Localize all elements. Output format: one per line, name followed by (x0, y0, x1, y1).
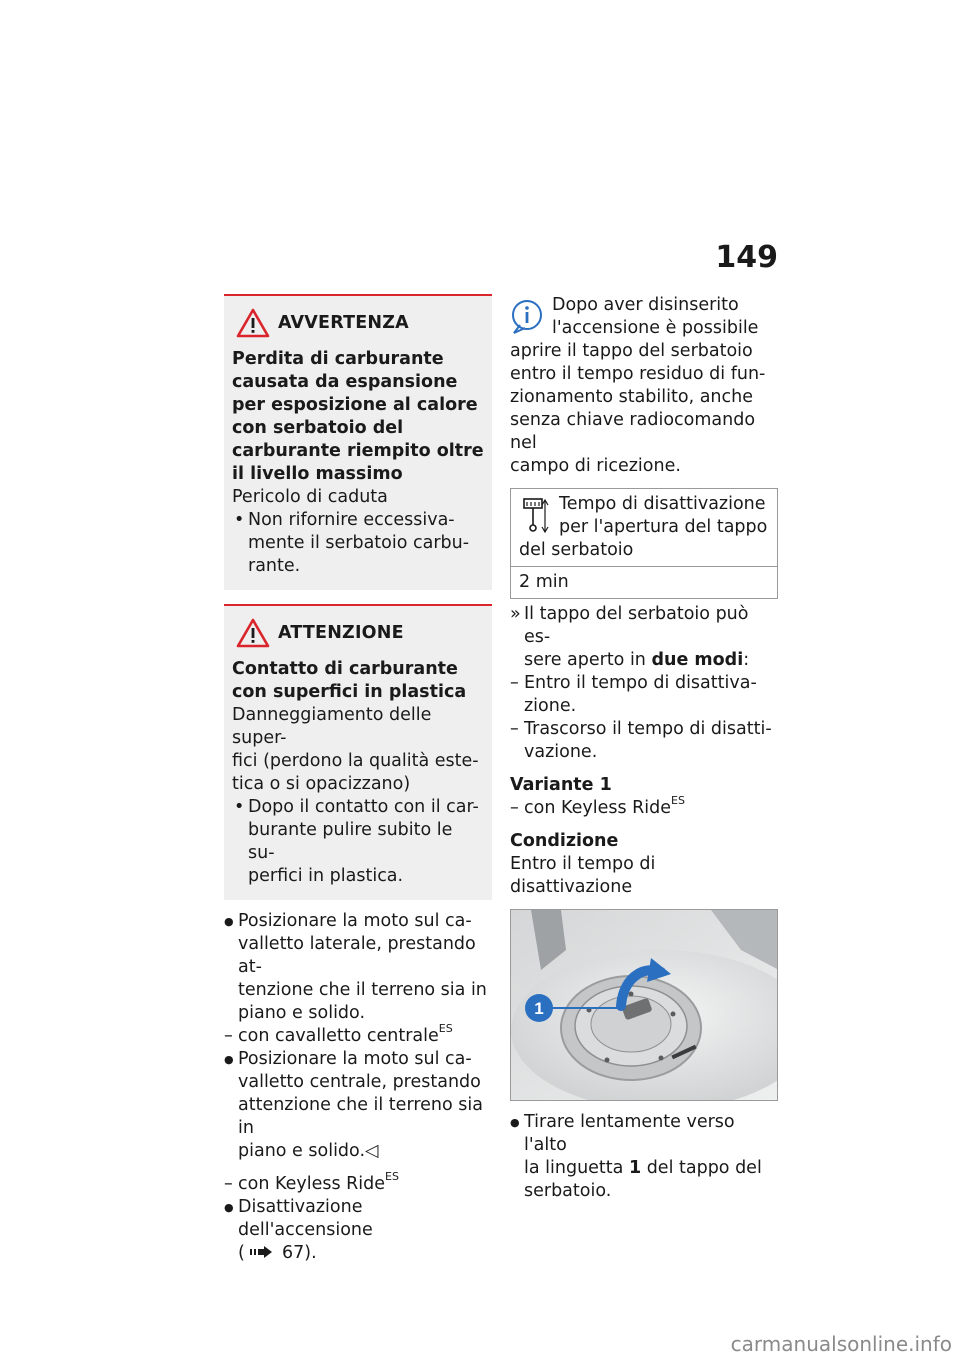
warning-triangle-icon (236, 308, 270, 338)
info-line: campo di ricezione. (510, 456, 681, 476)
left-column (224, 294, 492, 1265)
info-line: l'accensione è possibile (552, 318, 759, 338)
option-badge: ES (438, 1022, 453, 1035)
warning-bullet (232, 509, 484, 578)
step-line: tenzione che il terreno sia in (238, 980, 487, 1000)
step-line: piano e solido.◁ (238, 1141, 379, 1161)
step-text-part: la linguetta (524, 1158, 629, 1178)
result-text-part: : (743, 650, 750, 670)
step-line: piano e solido. (238, 1003, 366, 1023)
step-text-part: del tappo del (641, 1158, 762, 1178)
step-emphasis: 1 (628, 1158, 642, 1178)
caution-hazard-line: fici (perdono la qualità este- (232, 751, 479, 771)
info-line: Dopo aver disinserito (552, 295, 739, 315)
condition-text: con Keyless Ride (238, 1174, 386, 1194)
caution-bullet-line: • Dopo il contatto con il car- (248, 797, 479, 817)
caution-title: Contatto di carburante con superfici in plastica (232, 659, 467, 702)
option-line: – Entro il tempo di disattiva- (524, 673, 757, 693)
step-line: valletto laterale, prestando at- (238, 934, 476, 977)
info-line: zionamento stabilito, anche (510, 387, 753, 407)
info-line: senza chiave radiocomando nel (510, 410, 756, 453)
step-line: ● Posizionare la moto sul ca- (238, 911, 472, 931)
spec-header-line: del serbatoio (519, 540, 634, 560)
warning-bullet-line: rante. (248, 556, 301, 576)
spec-header (519, 493, 769, 562)
option-line: – Trascorso il tempo di disatti- (524, 719, 772, 739)
paren: ( (238, 1243, 245, 1263)
caution-label: ATTENZIONE (278, 622, 404, 643)
step-side-stand (224, 910, 492, 1025)
option-within-time (510, 672, 780, 718)
watermark: carmanualsonline.info (730, 1332, 952, 1356)
option-line: zione. (524, 696, 577, 716)
caution-hazard-line: tica o si opacizzano) (232, 774, 411, 794)
result-text: » Il tappo del serbatoio può es- (524, 604, 749, 647)
spec-header-line: Tempo di disattivazione (559, 494, 766, 514)
fuel-cap-photo (510, 909, 778, 1101)
result-text (524, 649, 780, 672)
step-line: ● Disattivazione dell'accensione (238, 1197, 373, 1240)
condition-heading: Condizione (510, 831, 619, 851)
step-line: attenzione che il terreno sia in (238, 1095, 483, 1138)
caution-bullet-line: perfici in plastica. (248, 866, 404, 886)
caution-triangle-icon (236, 618, 270, 648)
step-line (524, 1157, 780, 1180)
step-line (238, 1242, 492, 1265)
caution-bullet (232, 796, 484, 888)
fuel-cap-illustration (511, 910, 778, 1101)
caution-bullet-line: burante pulire subito le su- (248, 820, 453, 863)
condition-centre-stand (224, 1022, 492, 1048)
result-line (510, 603, 780, 672)
page-ref-arrow-icon[interactable] (250, 1246, 276, 1258)
step-line: valletto centrale, prestando (238, 1072, 481, 1092)
info-note (510, 294, 780, 478)
condition-text: Entro il tempo di disattivazione (510, 854, 656, 897)
measure-icon (523, 497, 549, 533)
page-number: 149 (715, 240, 778, 275)
step-line: ● Posizionare la moto sul ca- (238, 1049, 472, 1069)
variant-condition (510, 794, 780, 820)
spec-table (510, 488, 778, 599)
step-centre-stand (224, 1048, 492, 1163)
callout-number: 1 (534, 999, 544, 1018)
spec-header-line: per l'apertura del tappo (559, 517, 768, 537)
warning-label: AVVERTENZA (278, 312, 409, 333)
step-ignition-off (224, 1196, 492, 1265)
option-after-time (510, 718, 780, 764)
condition-keyless (224, 1170, 492, 1196)
right-column (510, 294, 780, 1203)
warning-hazard: Pericolo di caduta (232, 487, 388, 507)
info-line: aprire il tappo del serbatoio (510, 341, 753, 361)
warning-title: Perdita di carburante causata da espansione per esposizione al calore con serbatoio del carburante riempito oltre il livello massimo (232, 349, 484, 484)
warning-header (236, 308, 484, 338)
info-icon (510, 298, 546, 336)
condition-text: con Keyless Ride (524, 798, 672, 818)
caution-header (236, 618, 484, 648)
result-emphasis: due modi (651, 650, 744, 670)
warning-box (224, 294, 492, 590)
warning-bullet-line: mente il serbatoio carbu- (248, 533, 470, 553)
step-pull-tab (510, 1111, 780, 1203)
spec-header-cell (511, 489, 778, 567)
warning-bullet-line: • Non rifornire eccessiva- (248, 510, 455, 530)
option-line: vazione. (524, 742, 598, 762)
option-badge: ES (385, 1170, 399, 1183)
step-line: ● Tirare lentamente verso l'alto (524, 1112, 735, 1155)
info-line: entro il tempo residuo di fun- (510, 364, 766, 384)
condition-text: con cavalletto centrale (238, 1026, 439, 1046)
spec-value-cell: 2 min (511, 567, 778, 599)
result-text-part: sere aperto in (524, 650, 652, 670)
caution-hazard-line: Danneggiamento delle super- (232, 705, 432, 748)
page-ref[interactable]: 67). (281, 1243, 317, 1263)
option-badge: ES (671, 794, 685, 807)
variant-heading: Variante 1 (510, 775, 612, 795)
caution-box (224, 604, 492, 900)
step-line: serbatoio. (524, 1181, 612, 1201)
caution-hazard (232, 704, 484, 796)
